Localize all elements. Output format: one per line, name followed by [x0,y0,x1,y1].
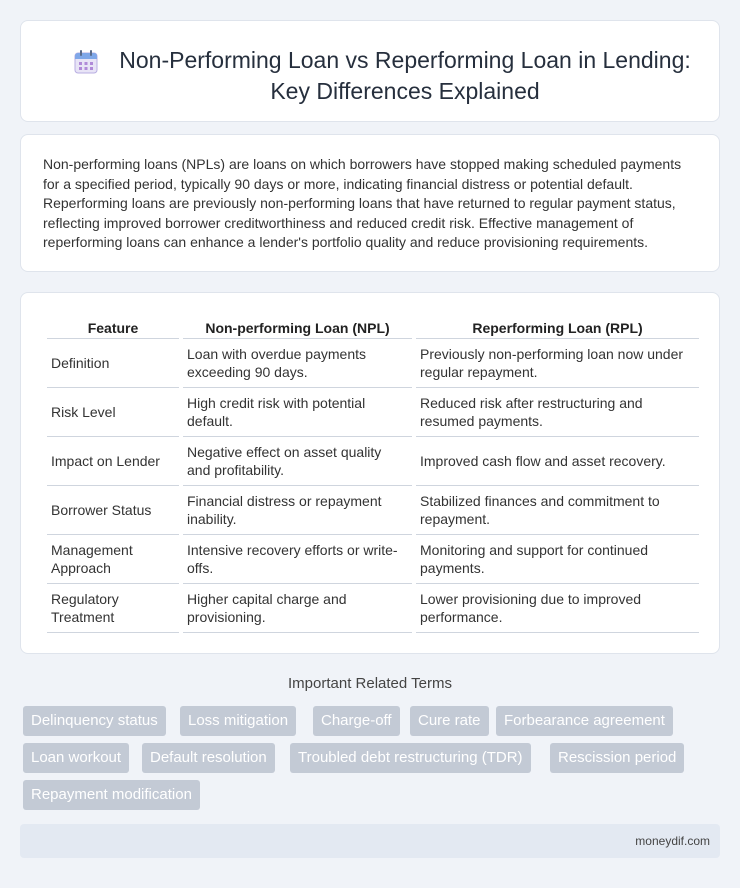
comparison-table [43,315,703,633]
table-header-row [47,315,699,339]
term-tag[interactable]: Default resolution [142,743,275,773]
column-header-feature: Feature [47,315,179,339]
table-cell-npl: Intensive recovery efforts or write-offs. [183,535,412,584]
table-cell-npl: High credit risk with potential default. [183,388,412,437]
table-cell-rpl: Previously non-performing loan now under regular repayment. [416,339,699,388]
comparison-table-card [20,292,720,654]
column-header-rpl: Reperforming Loan (RPL) [416,315,699,339]
table-cell-rpl: Lower provisioning due to improved performance. [416,584,699,633]
table-cell-npl: Higher capital charge and provisioning. [183,584,412,633]
term-tag[interactable]: Loss mitigation [180,706,296,736]
intro-card [20,134,720,272]
term-tag[interactable]: Delinquency status [23,706,166,736]
term-tag[interactable]: Repayment modification [23,780,200,810]
intro-paragraph: Non-performing loans (NPLs) are loans on which borrowers have stopped making scheduled payments for a specified period, typically 90 days or more, indicating financial distress or potential default. Reperforming loans are previously non-performing loans that have returned to regular payment status, reflecting improved borrower creditworthiness and reduced credit risk. Effective management of reperforming loans can enhance a lender's portfolio quality and reduce provisioning requirements. [43,156,682,251]
table-row [47,437,699,486]
table-cell-npl: Negative effect on asset quality and profitability. [183,437,412,486]
table-cell-feature: Borrower Status [47,486,179,535]
table-cell-rpl: Stabilized finances and commitment to repayment. [416,486,699,535]
column-header-npl: Non-performing Loan (NPL) [183,315,412,339]
table-cell-feature: Management Approach [47,535,179,584]
table-cell-feature: Impact on Lender [47,437,179,486]
page-title-line-1: Non-Performing Loan vs Reperforming Loan in Lending: [119,47,691,73]
table-row [47,584,699,633]
table-cell-feature: Risk Level [47,388,179,437]
table-row [47,388,699,437]
table-cell-feature: Definition [47,339,179,388]
title-card [20,20,720,122]
page-title-line-2: Key Differences Explained [270,78,540,104]
term-tag[interactable]: Charge-off [313,706,400,736]
term-tag[interactable]: Rescission period [550,743,684,773]
table-cell-rpl: Monitoring and support for continued payments. [416,535,699,584]
term-tag[interactable]: Troubled debt restructuring (TDR) [290,743,531,773]
table-cell-rpl: Improved cash flow and asset recovery. [416,437,699,486]
table-cell-npl: Financial distress or repayment inability. [183,486,412,535]
term-tag[interactable]: Cure rate [410,706,489,736]
footer-site-link[interactable]: moneydif.com [635,834,710,848]
calendar-icon [73,49,99,75]
term-tag[interactable]: Forbearance agreement [496,706,673,736]
table-row [47,535,699,584]
table-row [47,339,699,388]
page-title [111,45,699,107]
term-tag[interactable]: Loan workout [23,743,129,773]
table-cell-npl: Loan with overdue payments exceeding 90 days. [183,339,412,388]
table-cell-feature: Regulatory Treatment [47,584,179,633]
footer [20,824,720,858]
table-cell-rpl: Reduced risk after restructuring and resumed payments. [416,388,699,437]
table-row [47,486,699,535]
related-terms-heading: Important Related Terms [288,675,452,692]
